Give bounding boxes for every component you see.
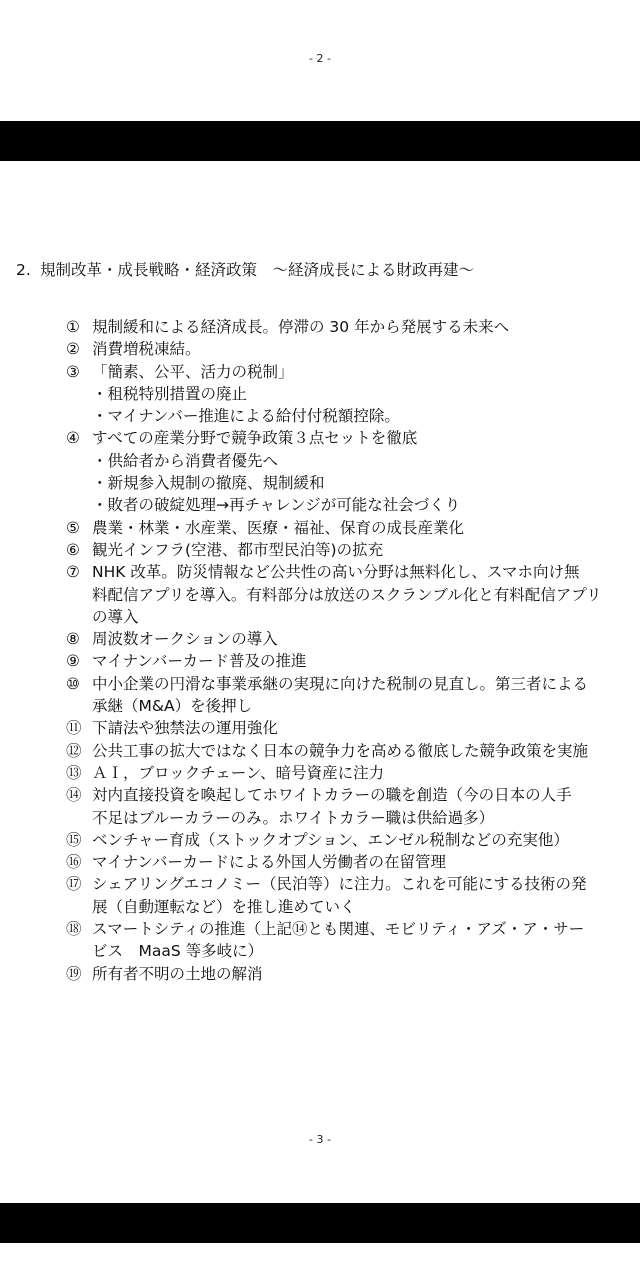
item-marker: ⑱ bbox=[66, 920, 82, 939]
list-item bbox=[66, 316, 626, 338]
policy-list bbox=[66, 316, 626, 985]
section-number: 2. bbox=[16, 261, 31, 279]
item-text: 中小企業の円滑な事業承継の実現に向けた税制の見直し。第三者による 承継（M&A）を後押し bbox=[92, 674, 589, 716]
item-text: 周波数オークションの導入 bbox=[92, 630, 278, 649]
item-text: マイナンバーカードによる外国人労働者の在留管理 bbox=[92, 853, 447, 872]
item-text: 観光インフラ(空港、都市型民泊等)の拡充 bbox=[92, 540, 384, 559]
item-marker: ⑰ bbox=[66, 875, 82, 894]
list-item bbox=[66, 539, 626, 561]
item-marker: ⑥ bbox=[66, 540, 80, 559]
list-item bbox=[66, 673, 626, 718]
item-text: 対内直接投資を喚起してホワイトカラーの職を創造（今の日本の人手 不足はブルーカラーのみ。ホワイトカラー職は供給過多） bbox=[92, 786, 572, 827]
list-item bbox=[66, 427, 626, 449]
list-item bbox=[66, 740, 626, 762]
section-heading bbox=[16, 259, 626, 281]
item-marker bbox=[66, 405, 92, 427]
item-text: 規制緩和による経済成長。停滞の 30 年から発展する未来へ bbox=[92, 318, 510, 336]
item-text: 「簡素、公平、活力の税制」 bbox=[92, 362, 294, 381]
item-text: 下請法や独禁法の運用強化 bbox=[92, 719, 279, 738]
page-separator-bottom bbox=[0, 1203, 640, 1243]
item-marker: ④ bbox=[66, 429, 80, 448]
list-item bbox=[66, 361, 626, 383]
item-marker: ⑫ bbox=[66, 741, 82, 760]
list-item bbox=[66, 517, 626, 539]
item-marker: ② bbox=[66, 340, 80, 359]
list-item bbox=[66, 561, 626, 628]
item-text: シェアリングエコノミー（民泊等）に注力。これを可能にする技術の発 展（自動運転など）を推し進めていく bbox=[92, 875, 587, 916]
list-item bbox=[66, 963, 626, 985]
page-number-top: - 2 - bbox=[309, 52, 331, 65]
item-text: すべての産業分野で競争政策３点セットを徹底 bbox=[92, 429, 418, 448]
item-text: ・マイナンバー推進による給付付税額控除。 bbox=[92, 407, 400, 426]
list-subitem bbox=[66, 472, 626, 494]
item-marker: ⑭ bbox=[66, 786, 82, 805]
item-text: ・供給者から消費者優先へ bbox=[92, 451, 279, 470]
item-text: スマートシティの推進（上記⑭とも関連、モビリティ・アズ・ア・サー ビス MaaS 等多岐に） bbox=[92, 920, 585, 961]
section-title: 規制改革・成長戦略・経済政策 ～経済成長による財政再建～ bbox=[40, 261, 475, 279]
list-subitem bbox=[66, 450, 626, 472]
item-text: ベンチャー育成（ストックオプション、エンゼル税制などの充実他） bbox=[92, 830, 569, 849]
item-text: ・敗者の破綻処理→再チャレンジが可能な社会づくり bbox=[92, 496, 461, 515]
page-number-bottom: - 3 - bbox=[309, 1133, 331, 1146]
list-item bbox=[66, 717, 626, 739]
item-marker: ⑪ bbox=[66, 719, 82, 738]
list-item bbox=[66, 851, 626, 873]
item-marker bbox=[66, 472, 92, 494]
list-item bbox=[66, 338, 626, 360]
page-separator-top bbox=[0, 121, 640, 161]
item-text: ・新規参入規制の撤廃、規制緩和 bbox=[92, 474, 325, 493]
list-item bbox=[66, 650, 626, 672]
list-subitem bbox=[66, 405, 626, 427]
item-marker bbox=[66, 450, 92, 472]
item-text: 農業・林業・水産業、医療・福祉、保育の成長産業化 bbox=[92, 518, 465, 537]
item-marker: ⑮ bbox=[66, 830, 82, 849]
list-item bbox=[66, 762, 626, 784]
item-text: ＡＩ，ブロックチェーン、暗号資産に注力 bbox=[92, 763, 385, 782]
item-text: NHK 改革。防災情報など公共性の高い分野は無料化し、スマホ向け無 料配信アプリを導入。有料部分は放送のスクランブル化と有料配信アプリ の導入 bbox=[92, 563, 602, 626]
item-text: ・租税特別措置の廃止 bbox=[92, 384, 248, 403]
item-marker: ⑦ bbox=[66, 563, 80, 582]
item-marker: ① bbox=[66, 318, 80, 336]
item-text: マイナンバーカード普及の推進 bbox=[92, 652, 307, 671]
item-text: 消費増税凍結。 bbox=[92, 340, 201, 359]
item-marker: ⑲ bbox=[66, 964, 82, 983]
list-item bbox=[66, 873, 626, 918]
list-item bbox=[66, 918, 626, 963]
item-marker: ⑤ bbox=[66, 518, 80, 537]
list-item bbox=[66, 628, 626, 650]
item-marker: ③ bbox=[66, 362, 80, 381]
item-marker bbox=[66, 494, 92, 516]
item-marker: ⑧ bbox=[66, 630, 80, 649]
item-marker: ⑬ bbox=[66, 763, 82, 782]
list-subitem bbox=[66, 494, 626, 516]
list-item bbox=[66, 784, 626, 829]
item-marker: ⑯ bbox=[66, 853, 82, 872]
item-marker bbox=[66, 383, 92, 405]
item-text: 公共工事の拡大ではなく日本の競争力を高める徹底した競争政策を実施 bbox=[92, 741, 589, 760]
list-subitem bbox=[66, 383, 626, 405]
item-marker: ⑨ bbox=[66, 652, 80, 671]
list-item bbox=[66, 829, 626, 851]
item-text: 所有者不明の土地の解消 bbox=[92, 964, 263, 983]
item-marker: ⑩ bbox=[66, 674, 80, 693]
